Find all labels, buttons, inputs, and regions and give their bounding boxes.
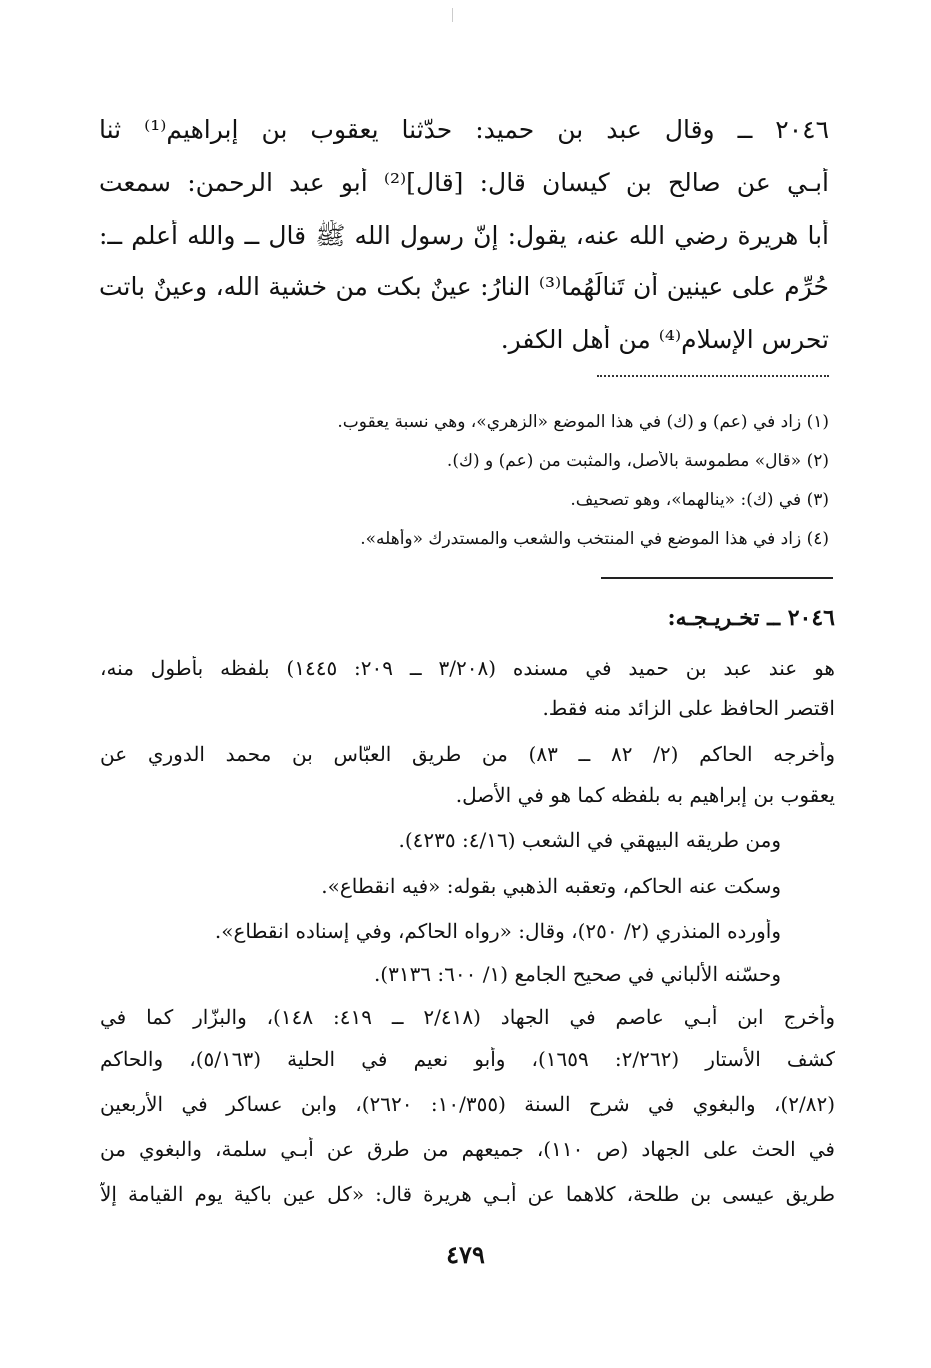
hadith-line-5: تحرس الإسلام⁽⁴⁾ من أهل الكفر. (500, 325, 829, 354)
takhrij-line-13: طريق عيسى بن طلحة، كلاهما عن أبـي هريرة قال: «كل عين باكية يوم القيامة إلاّ (100, 1182, 835, 1206)
footnote-4: (٤) زاد في هذا الموضع في المنتخب والشعب والمستدرك «وأهله». (360, 529, 829, 549)
takhrij-line-11: (٢/٨٢)، والبغوي في شرح السنة (١٠/٣٥٥: ٢٦٢٠)، وابن عساكر في الأربعين (100, 1092, 835, 1116)
footnote-2: (٢) «قال» مطموسة بالأصل، والمثبت من (عم) و (ك). (446, 451, 829, 471)
takhrij-line-6: وسكت عنه الحاكم، وتعقبه الذهبي بقوله: «فيه انقطاع». (321, 874, 781, 898)
hadith-line-2: أبـي عن صالح بن كيسان قال: [قال]⁽²⁾ أبو عبد الرحمن: سمعت (99, 168, 829, 197)
scan-mark (452, 8, 453, 22)
takhrij-line-10: كشف الأستار (٢/٢٦٢: ١٦٥٩)، وأبو نعيم في الحلية (٥/١٦٣)، والحاكم (100, 1047, 835, 1071)
takhrij-line-4: يعقوب بن إبراهيم به بلفظه كما هو في الأصل. (455, 783, 835, 807)
takhrij-line-3: وأخرجه الحاكم (٢/ ٨٢ ــ ٨٣) من طريق العبّاس بن محمد الدوري عن (100, 742, 835, 766)
page-number: ٤٧٩ (446, 1240, 485, 1269)
takhrij-line-5: ومن طريقه البيهقي في الشعب (٤/١٦: ٤٢٣٥). (398, 828, 781, 852)
takhrij-line-8: وحسّنه الألباني في صحيح الجامع (١/ ٦٠٠: ٣١٣٦). (373, 962, 781, 986)
takhrij-line-9: وأخرج ابن أبـي عاصم في الجهاد (٢/٤١٨ ــ ٤١٩: ١٤٨)، والبزّار كما في (100, 1005, 835, 1029)
hadith-line-1: ٢٠٤٦ ــ وقال عبد بن حميد: حدّثنا يعقوب بن إبراهيم⁽¹⁾ ثنا (99, 115, 829, 144)
footnote-separator (597, 375, 829, 379)
footnote-3: (٣) في (ك): «ينالهما»، وهو تصحيف. (570, 490, 829, 510)
footnote-1: (١) زاد في (عم) و (ك) في هذا الموضع «الزهري»، وهي نسبة يعقوب. (337, 412, 829, 432)
section-rule (601, 577, 833, 579)
takhrij-line-12: في الحث على الجهاد (ص ١١٠)، جميعهم من طرق عن أبـي سلمة، والبغوي من (100, 1137, 835, 1161)
takhrij-heading: ٢٠٤٦ ــ تخـريـجـه: (667, 605, 835, 631)
hadith-line-4: حُرِّم على عينين أن تَنالَهُما⁽³⁾ النارُ: عينٌ بكت من خشية الله، وعينٌ باتت (99, 272, 829, 301)
takhrij-line-7: وأورده المنذري (٢/ ٢٥٠)، وقال: «رواه الحاكم، وفي إسناده انقطاع». (214, 919, 781, 943)
takhrij-line-2: اقتصر الحافظ على الزائد منه فقط. (542, 696, 835, 720)
takhrij-line-1: هو عند عبد بن حميد في مسنده (٣/٢٠٨ ــ ٢٠٩: ١٤٤٥) بلفظه بأطول منه، (100, 656, 835, 680)
hadith-line-3: أبا هريرة رضي الله عنه، يقول: إنّ رسول الله ﷺ قال ــ والله أعلم ــ: (99, 221, 829, 250)
